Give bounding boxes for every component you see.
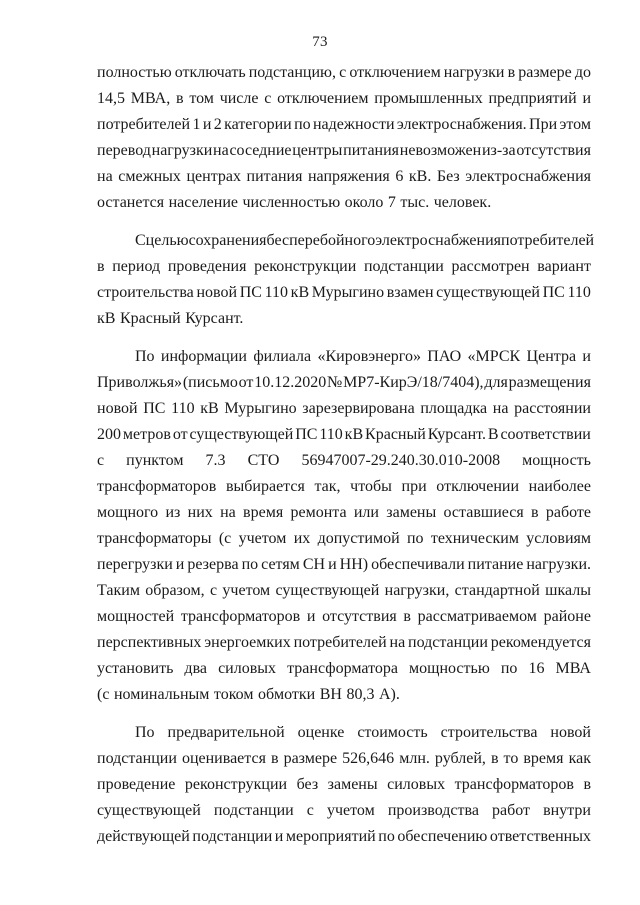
text-line: Приволжья» (письмо от 10.12.2020 № МР7-КирЭ/18/7404), для размещения: [97, 374, 591, 391]
text-line: Таким образом, с учетом существующей нагрузки, стандартной шкалы: [97, 582, 591, 599]
paragraph: [97, 60, 591, 216]
text-line: в период проведения реконструкции подстанции рассмотрен вариант: [97, 258, 591, 275]
text-line: кВ Красный Курсант.: [97, 310, 244, 327]
text-line: По предварительной оценке стоимость строительства новой: [135, 724, 591, 741]
text-line: полностью отключать подстанцию, с отключением нагрузки в размере до: [97, 64, 591, 81]
paragraph-gap: [97, 216, 591, 228]
text-line: подстанции оценивается в размере 526,646 млн. рублей, в то время как: [97, 750, 591, 767]
text-line: трансформаторы (с учетом их допустимой по техническим условиям: [97, 530, 591, 547]
text-line: перевод нагрузки на соседние центры питания невозможен из-за отсутствия: [97, 142, 591, 159]
text-line: строительства новой ПС 110 кВ Мурыгино взамен существующей ПС 110: [97, 284, 591, 301]
text-line: мощностей трансформаторов и отсутствия в рассматриваемом районе: [97, 608, 591, 625]
paragraph-gap: [97, 332, 591, 344]
text-line: новой ПС 110 кВ Мурыгино зарезервирована площадка на расстоянии: [97, 400, 591, 417]
text-line: проведение реконструкции без замены силовых трансформаторов в: [97, 776, 591, 793]
page-number: 73: [312, 34, 328, 50]
text-line: на смежных центрах питания напряжения 6 кВ. Без электроснабжения: [97, 168, 591, 185]
text-line: мощного из них на время ремонта или замены оставшиеся в работе: [97, 504, 591, 521]
text-line: трансформаторов выбирается так, чтобы при отключении наиболее: [97, 478, 591, 495]
text-line: установить два силовых трансформатора мощностью по 16 МВА: [97, 660, 591, 677]
text-line: 200 метров от существующей ПС 110 кВ Красный Курсант. В соответствии: [97, 426, 591, 443]
text-line: останется население численностью около 7 тыс. человек.: [97, 194, 492, 211]
paragraph-gap: [97, 708, 591, 720]
text-line: По информации филиала «Кировэнерго» ПАО «МРСК Центра и: [135, 348, 591, 365]
document-body: [97, 60, 595, 850]
text-line: С целью сохранения бесперебойного электроснабжения потребителей: [135, 232, 595, 249]
text-line: перспективных энергоемких потребителей на подстанции рекомендуется: [97, 634, 591, 651]
paragraph: [97, 720, 591, 850]
text-line: действующей подстанции и мероприятий по обеспечению ответственных: [97, 828, 591, 845]
text-line: перегрузки и резерва по сетям СН и НН) обеспечивали питание нагрузки.: [97, 556, 591, 573]
paragraph: [97, 228, 595, 332]
text-line: существующей подстанции с учетом производства работ внутри: [97, 802, 591, 819]
text-line: 14,5 МВА, в том числе с отключением промышленных предприятий и: [97, 90, 591, 107]
text-line: потребителей 1 и 2 категории по надежности электроснабжения. При этом: [97, 116, 591, 133]
paragraph: [97, 344, 591, 708]
text-line: с пунктом 7.3 СТО 56947007-29.240.30.010-2008 мощность: [97, 452, 591, 469]
text-line: (с номинальным током обмотки ВН 80,3 А).: [97, 686, 400, 703]
